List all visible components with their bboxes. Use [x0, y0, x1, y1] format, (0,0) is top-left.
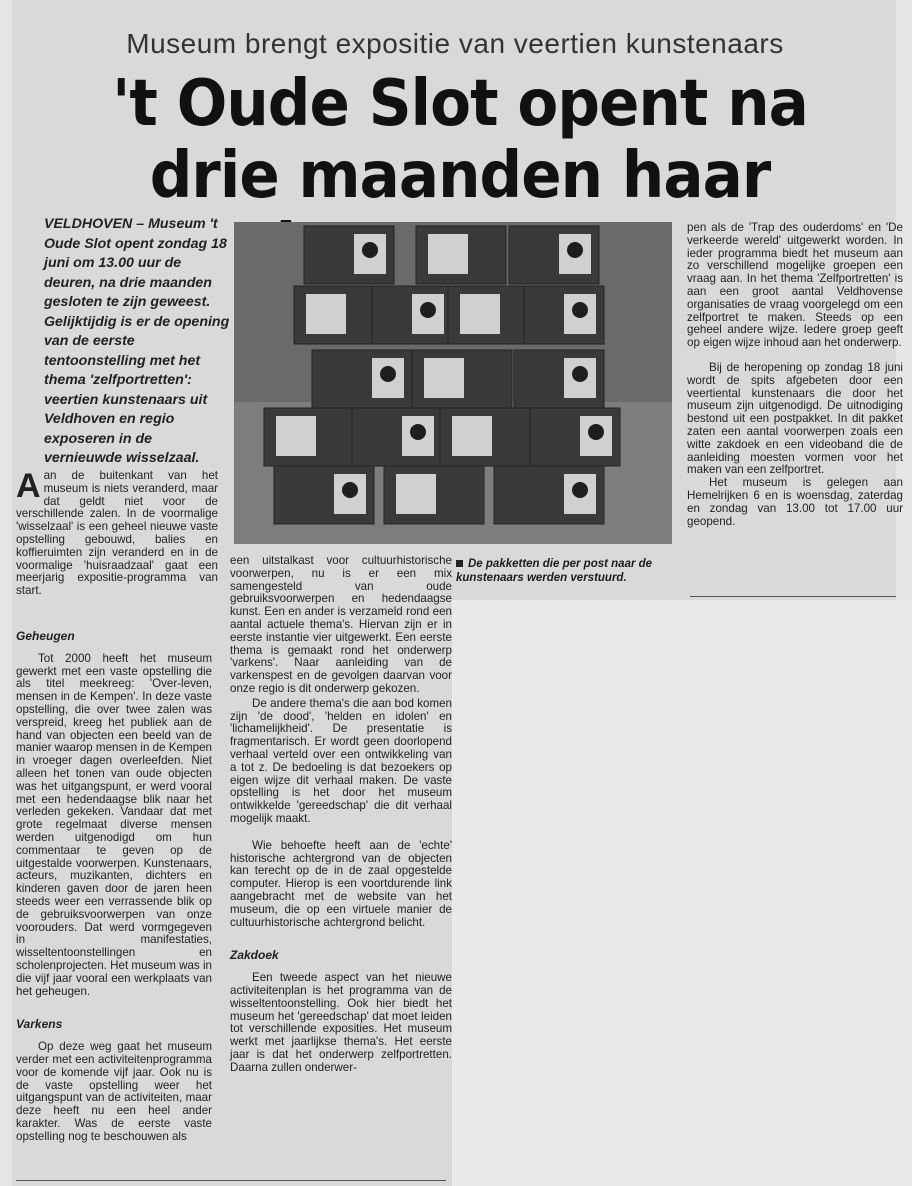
subheading-geheugen: Geheugen	[16, 629, 75, 643]
letter-card	[306, 294, 346, 334]
paragraph: Wie behoefte heeft aan de 'echte' historische achtergrond van de objecten kan terecht op de in de zaal opgestelde computer. Hierop is een voortdurende link aangebracht met de website van het museum, die op een virtuele manier de cultuurhistorische achtergrond belicht.	[230, 838, 452, 929]
letter-card	[276, 416, 316, 456]
headline: 't Oude Slot opent na drie maanden haar	[112, 67, 808, 213]
portrait-figure	[588, 424, 604, 440]
letter-card	[424, 358, 464, 398]
caption-text: De pakketten die per post naar de kunstenaars werden verstuurd.	[456, 558, 653, 584]
blank-area	[452, 600, 912, 1186]
portrait-figure	[410, 424, 426, 440]
column-1	[16, 630, 212, 1143]
drop-cap: A	[16, 467, 41, 505]
portrait-figure	[567, 242, 583, 258]
column-2	[230, 555, 452, 1074]
portrait-figure	[362, 242, 378, 258]
lead-paragraph: VELDHOVEN – Museum 't Oude Slot opent zondag 18 juni om 13.00 uur de deuren, na drie maanden gesloten te zijn geweest. Gelijktijdig is er de opening van de eerste tentoonstelling met het thema 'zelfportretten': veertien kunstenaars uit Veldhoven en regio exposeren in de vernieuwde wisselzaal.	[44, 216, 230, 466]
divider	[690, 596, 896, 597]
divider	[16, 1180, 446, 1181]
portrait-figure	[342, 482, 358, 498]
kicker: Museum brengt expositie van veertien kunstenaars	[126, 28, 784, 59]
photo-parcels	[234, 222, 672, 544]
column-1-intro	[16, 467, 218, 598]
paragraph: een uitstalkast voor cultuurhistorische voorwerpen, nu is er een mix samengesteld van oude gebruiksvoorwerpen en hedendaagse kunst. Een en ander is verzameld rond een aantal actuele thema's. Hiervan zijn er in eerste instantie vier uitgewerkt. Een eerste thema is gemaakt rond het onderwerp 'varkens'. Naar aanleiding van de varkenspest en de gevolgen daarvan voor onze regio is dit onderwerp gekozen.	[230, 554, 452, 695]
paragraph: Het museum is gelegen aan Hemelrijken 6 en is woensdag, zaterdag en zondag van 13.00 tot 17.00 uur geopend.	[687, 476, 903, 528]
subheading-varkens: Varkens	[16, 1017, 63, 1032]
portrait-figure	[420, 302, 436, 318]
caption-bullet	[456, 560, 463, 567]
subheading-zakdoek: Zakdoek	[230, 948, 279, 963]
letter-card	[428, 234, 468, 274]
portrait-figure	[572, 302, 588, 318]
portrait-figure	[572, 482, 588, 498]
paragraph: Op deze weg gaat het museum verder met een activiteitenprogramma voor de komende vijf jaar. Ook nu is de vaste opstelling weer het uitgangspunt van de activiteiten, maar deze heeft nu een heel ander karakter. Was de eerste vaste opstelling nog te beschouwen als	[16, 1040, 212, 1143]
column-3	[687, 222, 903, 528]
letter-card	[452, 416, 492, 456]
photo-caption	[456, 557, 676, 585]
paragraph: pen als de 'Trap des ouderdoms' en 'De verkeerde wereld' uitgewerkt worden. In ieder programma biedt het museum aan zo verschillend mogelijke groepen een vraag aan. In het thema 'Zelfportretten' is aan een groot aantal Veldhovense organisaties de vraag voorgelegd om een zelfportret te maken. Steeds op een geheel andere wijze. Iedere groep geeft op eigen wijze inhoud aan het onderwerp.	[687, 221, 903, 350]
letter-card	[460, 294, 500, 334]
portrait-figure	[380, 366, 396, 382]
paragraph: Een tweede aspect van het nieuwe activiteitenplan is het programma van de wisseltentoonstelling. Ook hier biedt het museum het 'gereedschap' dat moet leiden tot verschillende exposities. Het museum werkt met jaarlijkse thema's. Het eerste jaar is dat het onderwerp zelfportretten. Daarna zullen onderwer-	[230, 971, 452, 1074]
paragraph: Bij de heropening op zondag 18 juni wordt de spits afgebeten door een veertiental kunstenaars die door het museum zijn uitgenodigd. De uitnodiging bestond uit een postpakket. In dit pakket zaten een aantal voorwerpen zoals een witte zakdoek en een videoband die de aanleiding moesten vormen voor het maken van een zelfportret.	[687, 360, 903, 477]
paragraph: De andere thema's die aan bod komen zijn 'de dood', 'helden en idolen' en 'lichamelijkheid'. De presentatie is fragmentarisch. Er wordt geen doorlopend verhaal verteld over een ontwikkeling van a tot z. De bedoeling is dat bezoekers op eigen wijze dit verhaal maken. De vaste opstelling is het door het museum ontwikkelde 'gereedschap' die dit verhaal mogelijk maakt.	[230, 696, 452, 825]
intro-text: an de buitenkant van het museum is niets veranderd, maar dat geldt niet voor de verschillende zalen. In de voormalige 'wisselzaal' is een geheel nieuwe vaste opstelling gebouwd, balies en koffieruimten zijn veranderd en in de voormalige 'huisraadzaal' gaat een meerjarig expositie-programma van start.	[16, 469, 218, 598]
portrait-figure	[572, 366, 588, 382]
letter-card	[396, 474, 436, 514]
paragraph: Tot 2000 heeft het museum gewerkt met een vaste opstelling die als titel meekreeg: 'Over-leven, mensen in de Kempen'. In deze vaste opstelling, die over twee zalen was verspreid, kreeg het publiek aan de hand van objecten een beeld van de manier waarop mensen in de Kempen in vroeger dagen overleefden. Niet alleen het tonen van oude objecten was het uitgangspunt, er werd vooral met een hedendaagse blik naar het verleden gekeken. Vandaar dat met grote regelmaat diverse mensen werden uitgenodigd om hun commentaar te geven op de uitgestalde voorwerpen. Kunstenaars, acteurs, muzikanten, dichters en kinderen gaven door de jaren heen steeds weer een verrassende blik op de gebruiksvoorwerpen van onze voorouders. Dat werd vormgegeven in manifestaties, wisseltentoonstellingen en scholenprojecten. Het museum was in die vijf jaar vooral een werkplaats van het geheugen.	[16, 651, 212, 998]
